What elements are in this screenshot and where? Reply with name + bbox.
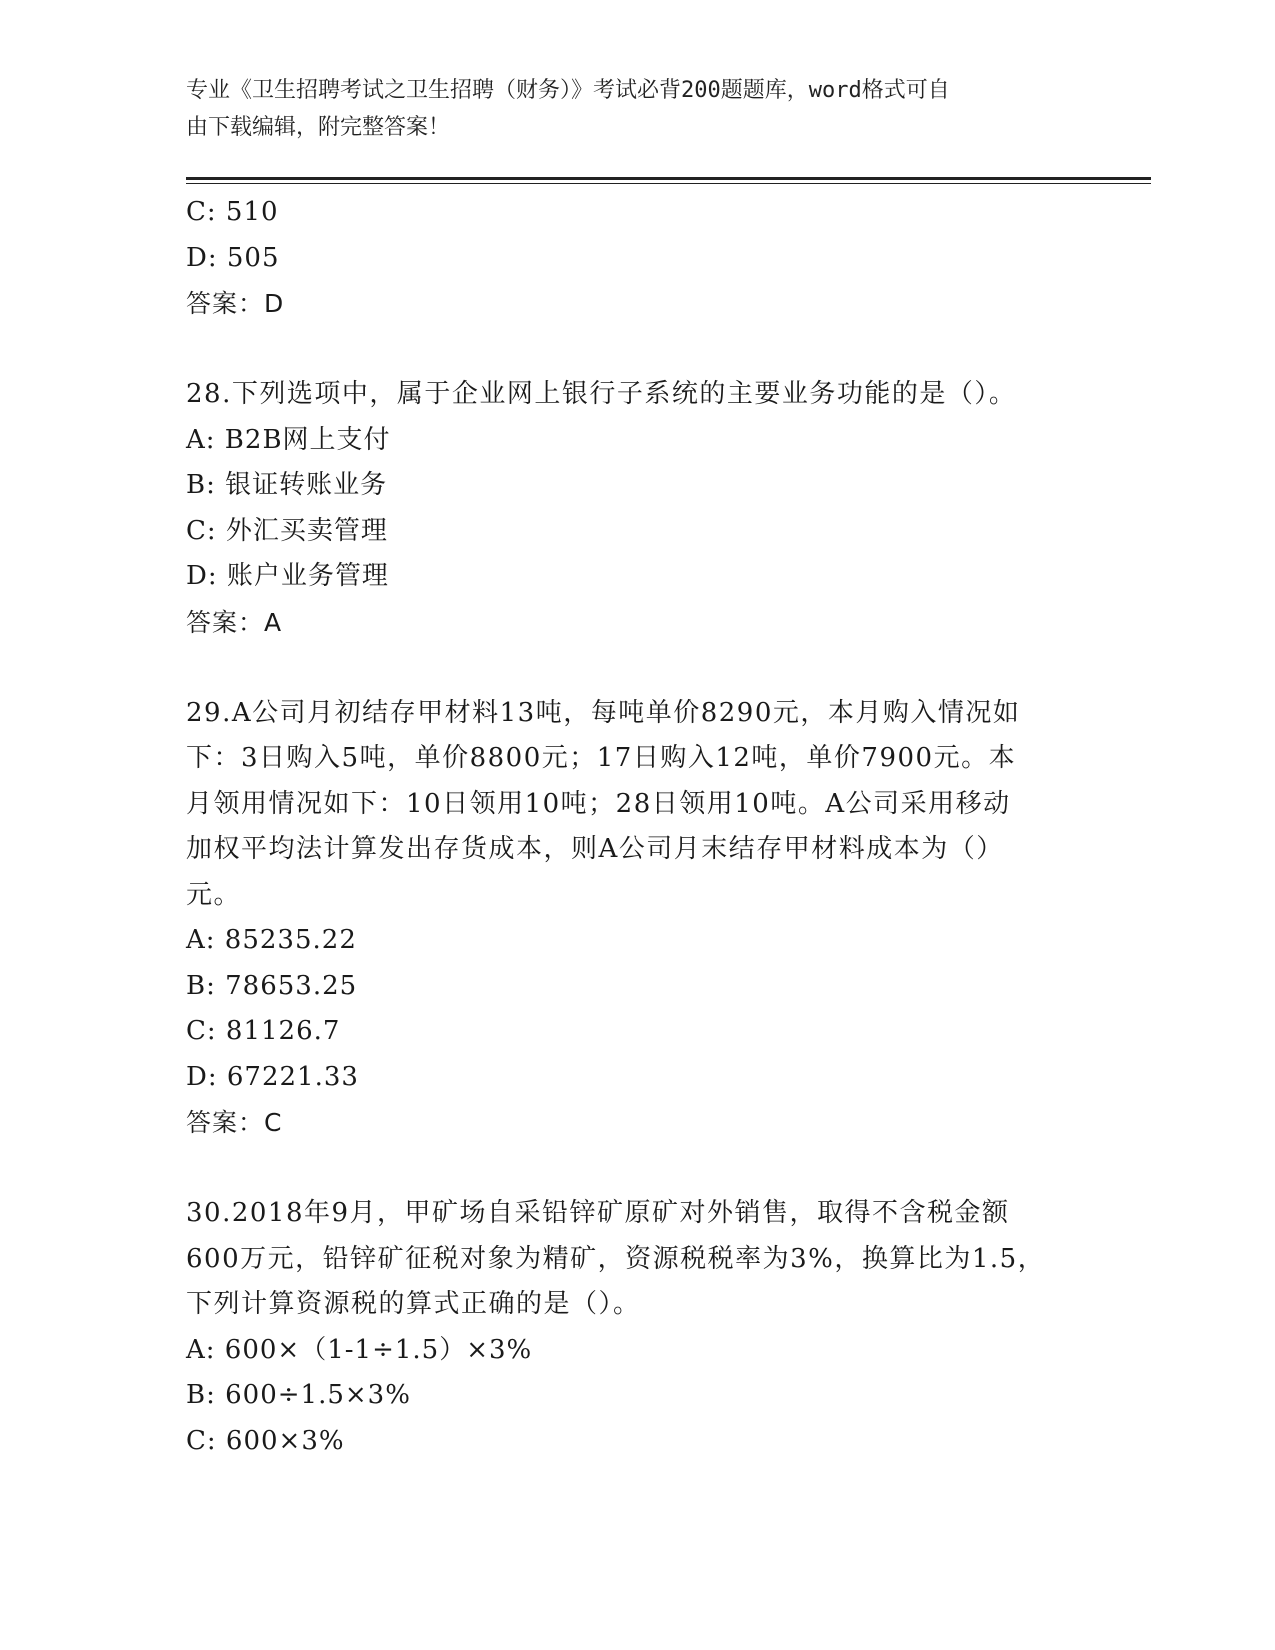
option-d: D: 67221.33 [186, 1061, 359, 1092]
previous-question [186, 190, 1086, 327]
header-line-1: 专业《卫生招聘考试之卫生招聘（财务）》考试必背200题题库，word格式可自 [186, 78, 950, 103]
spacer [186, 645, 1086, 691]
answer-line: 答案：D [186, 289, 285, 318]
option-a: A: 600×（1-1÷1.5）×3% [186, 1334, 533, 1365]
option-d: D: 505 [186, 242, 280, 273]
question-stem-line: 月领用情况如下：10日领用10吨；28日领用10吨。A公司采用移动 [186, 788, 1011, 819]
question-content [186, 190, 1086, 1464]
spacer [186, 1146, 1086, 1192]
header-line-2: 由下载编辑，附完整答案！ [186, 115, 451, 140]
question-stem-line: 下：3日购入5吨，单价8800元；17日购入12吨，单价7900元。本 [186, 743, 1017, 773]
question-stem-line: 29.A公司月初结存甲材料13吨，每吨单价8290元，本月购入情况如 [186, 697, 1021, 728]
question-stem-line: 加权平均法计算发出存货成本，则A公司月末结存甲材料成本为（） [186, 834, 1004, 864]
question-stem-line: 元。 [186, 879, 242, 910]
option-c: C: 外汇买卖管理 [186, 515, 388, 546]
option-b: B: 600÷1.5×3% [186, 1380, 411, 1410]
answer-line: 答案：C [186, 1108, 283, 1137]
option-d: D: 账户业务管理 [186, 561, 389, 591]
option-c: C: 600×3% [186, 1425, 345, 1456]
header-divider-thick [186, 177, 1151, 180]
question-stem: 28.下列选项中，属于企业网上银行子系统的主要业务功能的是（）。 [186, 379, 1017, 409]
option-a: A: B2B网上支付 [186, 424, 391, 455]
question-30 [186, 1191, 1086, 1464]
option-c: C: 510 [186, 197, 279, 227]
option-b: B: 银证转账业务 [186, 470, 388, 500]
question-29 [186, 691, 1086, 1146]
question-stem-line: 600万元，铅锌矿征税对象为精矿，资源税税率为3%，换算比为1.5， [186, 1243, 1046, 1274]
answer-line: 答案：A [186, 607, 283, 637]
question-28 [186, 372, 1086, 645]
question-stem-line: 30.2018年9月，甲矿场自采铅锌矿原矿对外销售，取得不含税金额 [186, 1198, 1010, 1228]
option-b: B: 78653.25 [186, 970, 358, 1001]
question-stem-line: 下列计算资源税的算式正确的是（）。 [186, 1289, 641, 1319]
option-a: A: 85235.22 [186, 925, 357, 955]
header-divider-thin [186, 183, 1151, 184]
spacer [186, 327, 1086, 373]
option-c: C: 81126.7 [186, 1016, 341, 1046]
document-header [186, 72, 1066, 146]
